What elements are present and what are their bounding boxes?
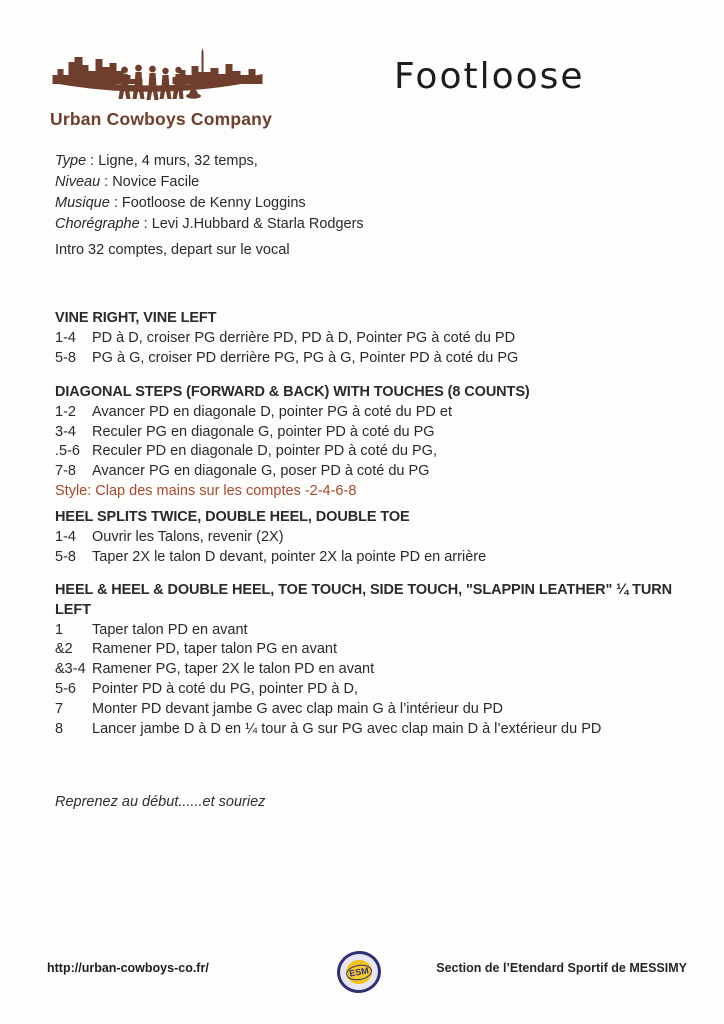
step-row	[55, 680, 694, 700]
step-count: 1	[55, 621, 64, 638]
info-value: : Ligne, 4 murs, 32 temps,	[90, 153, 258, 169]
step-count: 3-4	[55, 423, 76, 440]
step-count: 7-8	[55, 463, 76, 480]
step-row	[55, 548, 694, 568]
section-vine	[55, 309, 694, 368]
page-title: Footloose	[394, 56, 585, 97]
info-label: Chorégraphe	[55, 216, 140, 232]
info-label: Niveau	[55, 174, 101, 190]
step-count: 1-4	[55, 528, 76, 545]
brand-block	[50, 44, 273, 130]
info-value: : Novice Facile	[104, 174, 200, 190]
section-diagonal-steps	[55, 383, 694, 502]
info-row-type	[55, 151, 364, 172]
step-count: 1-4	[55, 329, 76, 346]
company-name: Urban Cowboys Company	[50, 109, 273, 129]
esm-club-logo-icon	[334, 947, 385, 996]
step-text: PD à D, croiser PG derrière PD, PD à D, Pointer PG à coté du PD	[92, 329, 516, 346]
footer-section-text: Section de l’Etendard Sportif de MESSIMY	[436, 961, 687, 975]
step-row	[55, 349, 694, 369]
step-count: 7	[55, 700, 64, 717]
info-row-niveau	[55, 172, 364, 193]
step-row	[55, 403, 694, 423]
step-text: PG à G, croiser PD derrière PG, PG à G, Pointer PD à coté du PG	[92, 349, 519, 366]
step-row	[55, 621, 694, 641]
section-title: DIAGONAL STEPS (FORWARD & BACK) WITH TOUCHES (8 COUNTS)	[55, 384, 530, 400]
step-count: 5-8	[55, 349, 76, 366]
info-label: Type	[55, 153, 87, 169]
esm-label: ESM	[345, 962, 373, 981]
section-title: VINE RIGHT, VINE LEFT	[55, 310, 217, 326]
step-text: Ramener PG, taper 2X le talon PD en avant	[92, 661, 375, 678]
esm-ring	[334, 947, 385, 996]
website-url: http://urban-cowboys-co.fr/	[47, 961, 209, 975]
step-text: Pointer PD à coté du PG, pointer PD à D,	[92, 680, 358, 697]
step-count: &3-4	[55, 661, 86, 678]
step-row	[55, 442, 694, 462]
info-row-musique	[55, 193, 364, 214]
step-count: 8	[55, 720, 64, 737]
esm-center	[344, 958, 374, 986]
step-text: Monter PD devant jambe G avec clap main G à l’intérieur du PD	[92, 700, 504, 717]
section-heel-splits	[55, 508, 694, 567]
step-row	[55, 329, 694, 349]
step-row	[55, 462, 694, 482]
section-title: HEEL & HEEL & DOUBLE HEEL, TOE TOUCH, SIDE TOUCH, "SLAPPIN LEATHER" ¼ TURN LEFT	[55, 582, 673, 618]
step-text: Taper talon PD en avant	[92, 621, 248, 638]
step-text: Avancer PG en diagonale G, poser PD à coté du PG	[92, 463, 430, 480]
style-note: Style: Clap des mains sur les comptes -2-4-6-8	[55, 482, 357, 499]
step-count: 1-2	[55, 403, 76, 420]
step-text: Reculer PD en diagonale D, pointer PD à coté du PG,	[92, 443, 437, 460]
step-row	[55, 423, 694, 443]
step-text: Lancer jambe D à D en ¼ tour à G sur PG avec clap main D à l’extérieur du PD	[92, 720, 602, 737]
step-row	[55, 640, 694, 660]
intro-line: Intro 32 comptes, depart sur le vocal	[55, 242, 290, 258]
step-text: Ramener PD, taper talon PG en avant	[92, 641, 338, 658]
step-row	[55, 720, 694, 740]
ending-line: Reprenez au début......et souriez	[55, 794, 266, 810]
step-text: Taper 2X le talon D devant, pointer 2X la pointe PD en arrière	[92, 548, 487, 565]
step-count: .5-6	[55, 443, 80, 460]
info-value: : Footloose de Kenny Loggins	[113, 195, 306, 211]
step-row	[55, 528, 694, 548]
step-text: Avancer PD en diagonale D, pointer PG à coté du PD et	[92, 403, 453, 420]
step-text: Reculer PG en diagonale G, pointer PD à coté du PG	[92, 423, 435, 440]
info-row-choregraphe	[55, 214, 364, 235]
step-count: 5-6	[55, 680, 76, 697]
info-label: Musique	[55, 195, 110, 211]
section-title: HEEL SPLITS TWICE, DOUBLE HEEL, DOUBLE TOE	[55, 509, 410, 525]
city-skyline-dancers-icon	[50, 44, 270, 106]
step-text: Ouvrir les Talons, revenir (2X)	[92, 528, 284, 545]
dance-info-block	[55, 151, 364, 235]
step-row	[55, 700, 694, 720]
step-count: 5-8	[55, 548, 76, 565]
step-count: &2	[55, 641, 73, 658]
step-row	[55, 660, 694, 680]
info-value: : Levi J.Hubbard & Starla Rodgers	[143, 216, 364, 232]
esm-inner-ring	[337, 951, 381, 993]
section-slappin-leather	[55, 581, 694, 739]
